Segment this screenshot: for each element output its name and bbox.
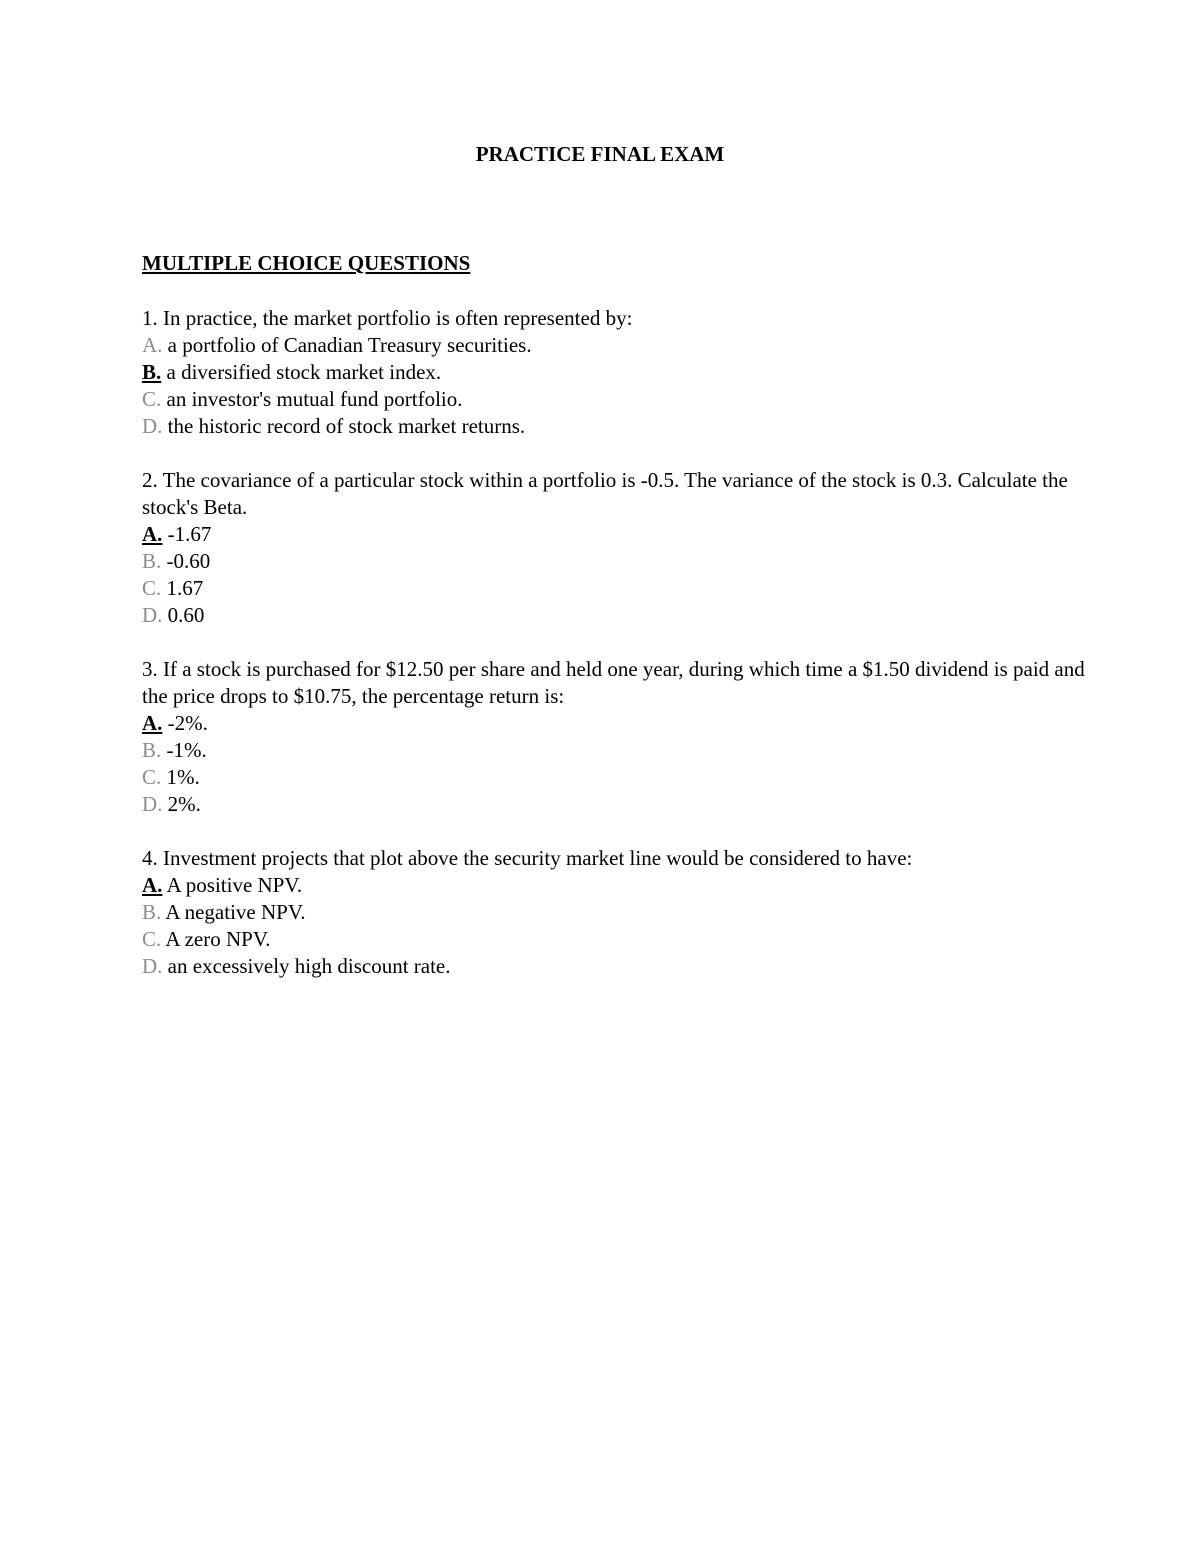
option-text: -2%.	[167, 711, 208, 735]
option-text: A negative NPV.	[165, 900, 306, 924]
option-b	[142, 359, 1102, 386]
option-b	[142, 737, 1102, 764]
option-letter: B.	[142, 900, 162, 924]
option-d	[142, 413, 1102, 440]
option-c	[142, 575, 1102, 602]
option-text: 1%.	[166, 765, 200, 789]
option-text: 2%.	[167, 792, 201, 816]
option-text: A zero NPV.	[165, 927, 271, 951]
option-letter: D.	[142, 792, 163, 816]
option-a	[142, 710, 1102, 737]
correct-option-letter: A.	[142, 873, 163, 897]
question-1	[142, 305, 1102, 440]
option-letter: D.	[142, 954, 163, 978]
page-title: PRACTICE FINAL EXAM	[475, 142, 725, 166]
option-b	[142, 899, 1102, 926]
option-d	[142, 791, 1102, 818]
option-letter: B.	[142, 738, 162, 762]
option-b	[142, 548, 1102, 575]
option-d	[142, 602, 1102, 629]
option-letter: C.	[142, 765, 162, 789]
question-text: 2. The covariance of a particular stock within a portfolio is -0.5. The variance of the stock is 0.3. Calculate the stock's Beta.	[142, 468, 1068, 519]
option-letter: C.	[142, 927, 162, 951]
option-a	[142, 521, 1102, 548]
option-letter: C.	[142, 387, 162, 411]
option-c	[142, 386, 1102, 413]
question-list	[142, 305, 1102, 1007]
option-letter: B.	[142, 549, 162, 573]
option-c	[142, 926, 1102, 953]
option-letter: A.	[142, 333, 163, 357]
question-4	[142, 845, 1102, 980]
option-text: a portfolio of Canadian Treasury securities.	[167, 333, 532, 357]
question-3	[142, 656, 1102, 818]
correct-option-letter: A.	[142, 711, 163, 735]
question-2	[142, 467, 1102, 629]
option-a	[142, 332, 1102, 359]
option-text: 1.67	[166, 576, 204, 600]
option-a	[142, 872, 1102, 899]
option-text: the historic record of stock market returns.	[167, 414, 526, 438]
option-c	[142, 764, 1102, 791]
correct-option-letter: A.	[142, 522, 163, 546]
question-text: 1. In practice, the market portfolio is often represented by:	[142, 306, 633, 330]
option-letter: D.	[142, 414, 163, 438]
section-heading: MULTIPLE CHOICE QUESTIONS	[142, 251, 471, 275]
question-text: 4. Investment projects that plot above the security market line would be considered to have:	[142, 846, 913, 870]
option-text: -0.60	[166, 549, 211, 573]
option-letter: D.	[142, 603, 163, 627]
option-text: -1.67	[167, 522, 212, 546]
option-text: an excessively high discount rate.	[167, 954, 451, 978]
option-text: A positive NPV.	[166, 873, 303, 897]
option-text: a diversified stock market index.	[166, 360, 442, 384]
question-text: 3. If a stock is purchased for $12.50 per share and held one year, during which time a $1.50 dividend is paid and the price drops to $10.75, the percentage return is:	[142, 657, 1085, 708]
option-d	[142, 953, 1102, 980]
option-text: an investor's mutual fund portfolio.	[166, 387, 463, 411]
option-text: -1%.	[166, 738, 207, 762]
option-text: 0.60	[167, 603, 205, 627]
correct-option-letter: B.	[142, 360, 162, 384]
option-letter: C.	[142, 576, 162, 600]
